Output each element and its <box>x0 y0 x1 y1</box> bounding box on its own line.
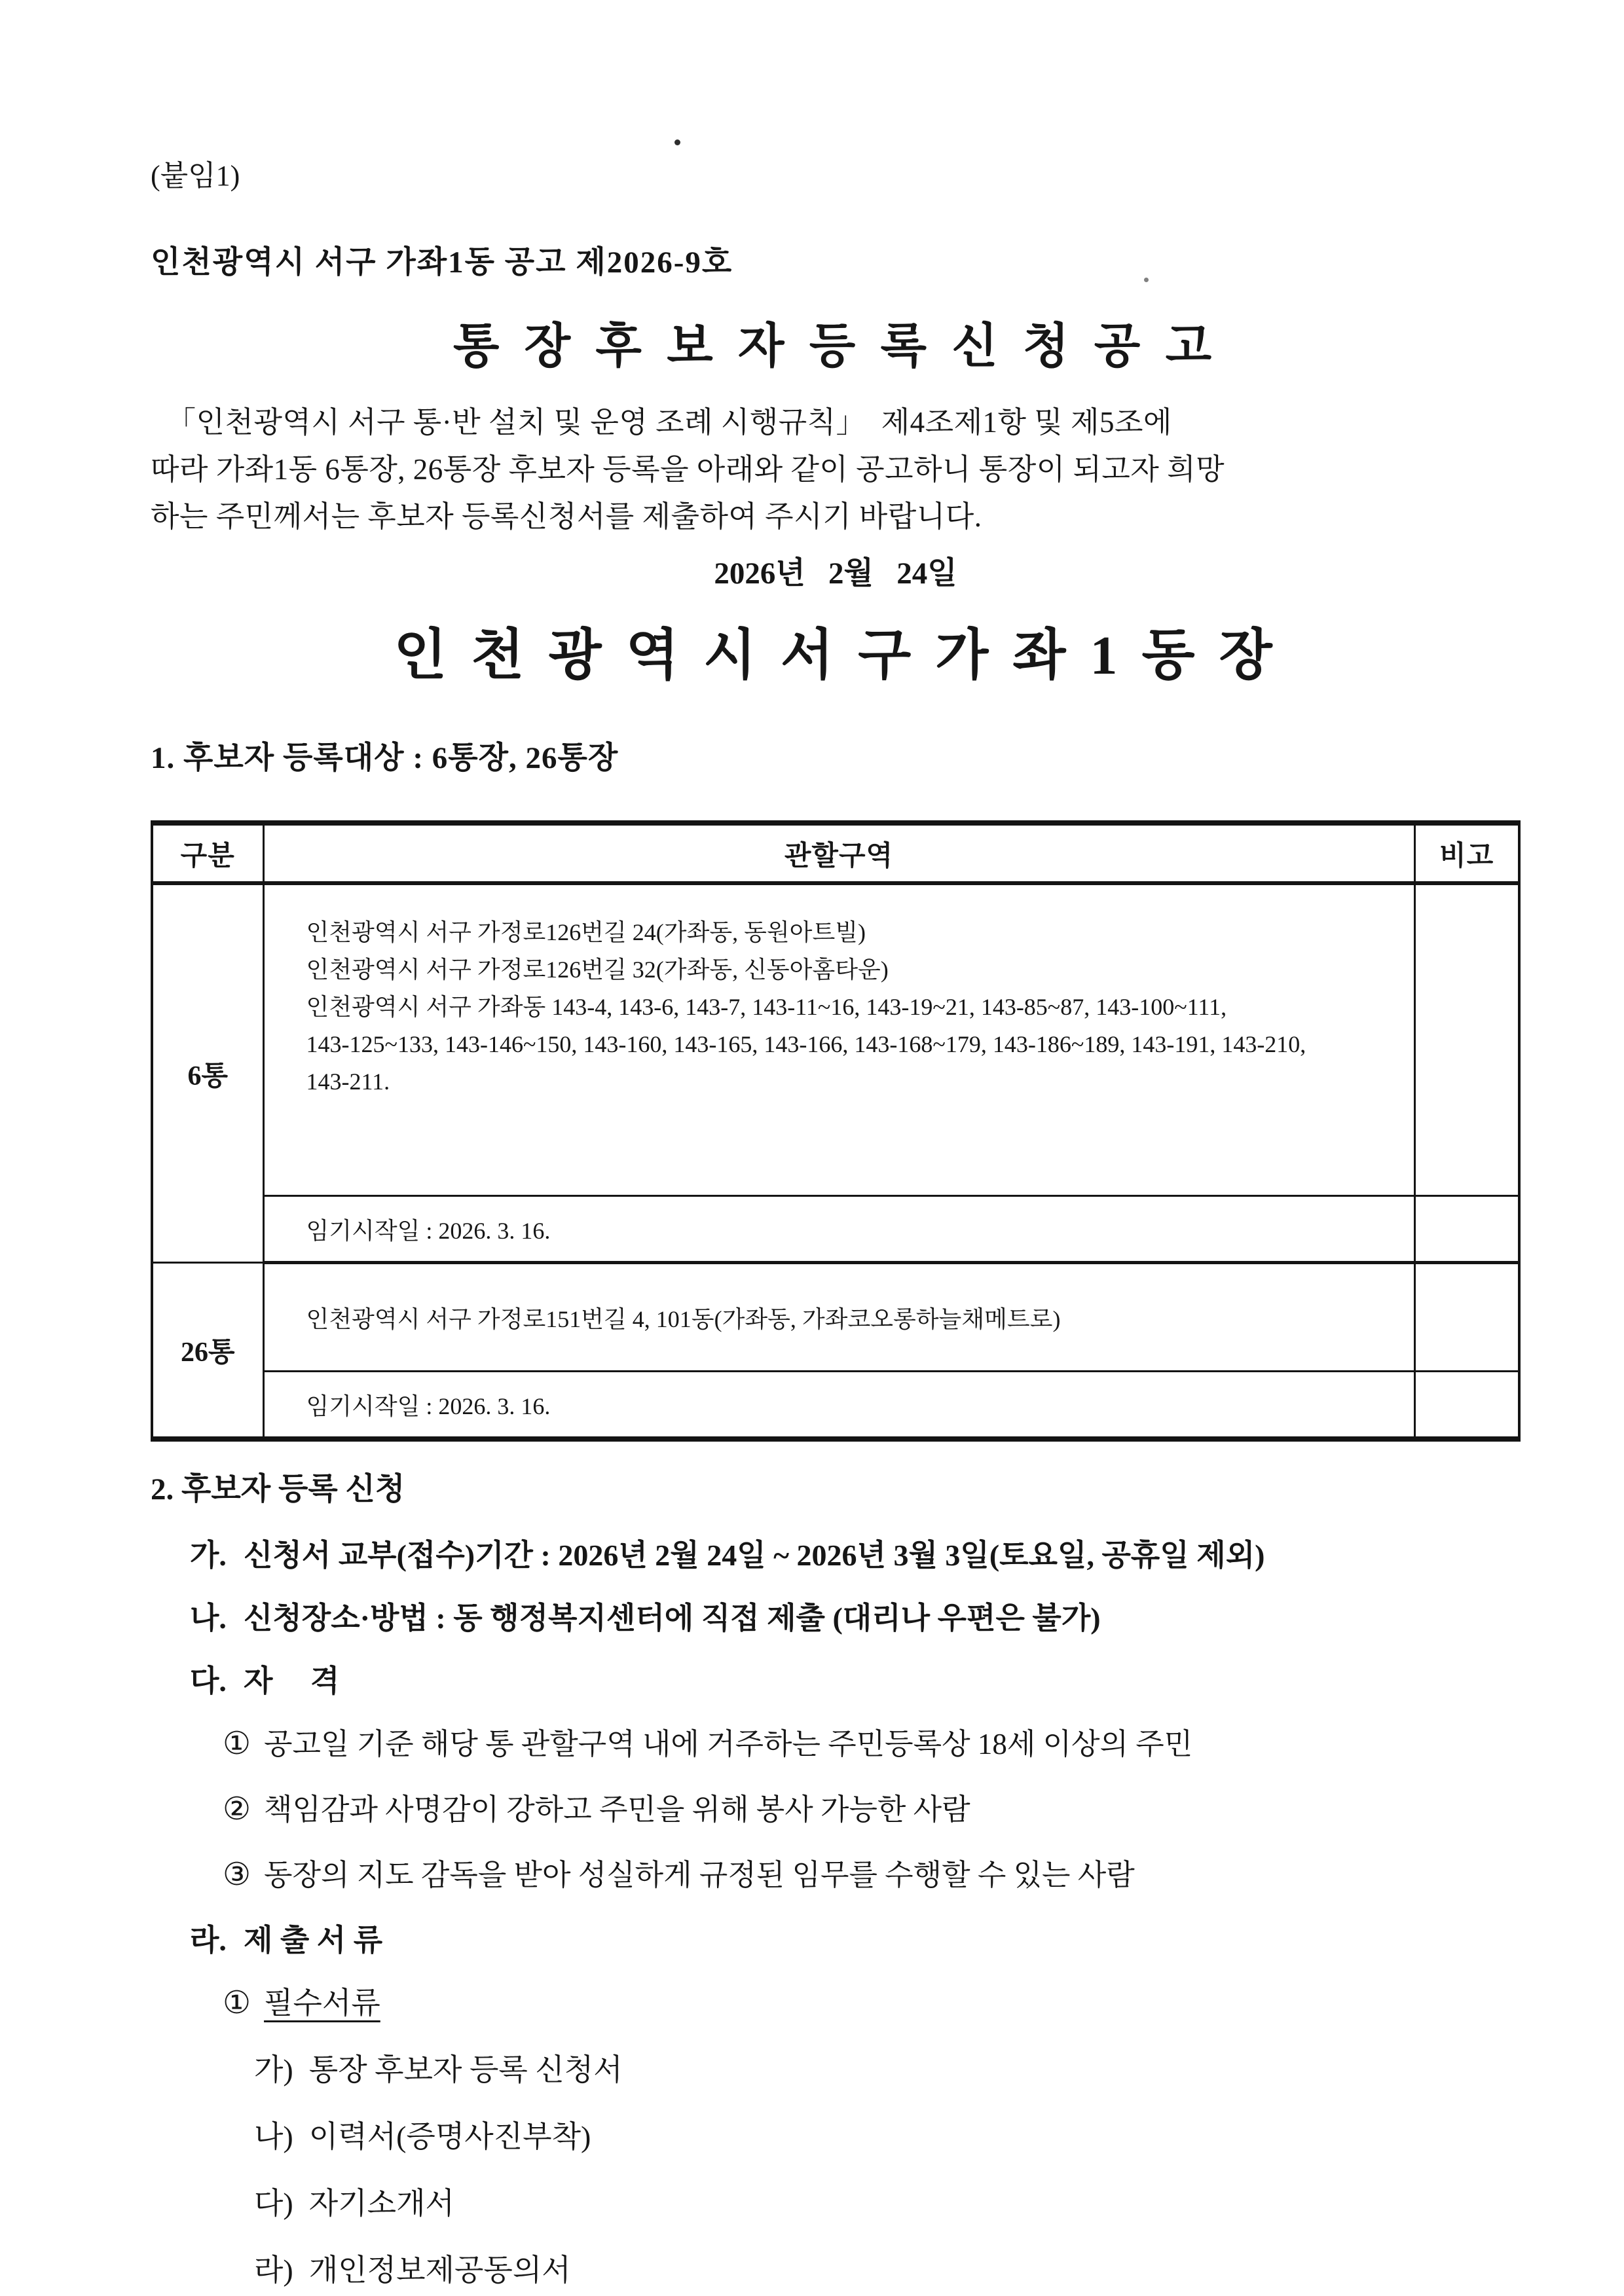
area-line: 인천광역시 서구 가정로151번길 4, 101동(가좌동, 가좌코오롱하늘채메트로) <box>306 1305 1061 1332</box>
note-cell <box>1414 883 1519 1196</box>
doc-label: 가) <box>254 2053 293 2086</box>
section1-heading: 1. 후보자 등록대상 : 6통장, 26통장 <box>151 741 619 775</box>
notice-title: 통 장 후 보 자 등 록 신 청 공 고 <box>452 319 1219 373</box>
note-cell <box>1414 1196 1519 1263</box>
qualification-text: 동장의 지도 감독을 받아 성실하게 규정된 임무를 수행할 수 있는 사람 <box>264 1859 1135 1891</box>
doc-text: 자기소개서 <box>308 2187 454 2220</box>
document-content <box>151 159 1521 2296</box>
qualification-2 <box>223 1790 1521 1829</box>
circled-number: ① <box>223 1986 251 2020</box>
table-header-row <box>152 823 1519 883</box>
item-label: 다. <box>190 1664 227 1698</box>
column-header-note: 비고 <box>1414 823 1519 883</box>
intro-line-3: 하는 주민께서는 후보자 등록신청서를 제출하여 주시기 바랍니다. <box>151 500 982 533</box>
item-text: 신청장소·방법 : 동 행정복지센터에 직접 제출 (대리나 우편은 불가) <box>243 1601 1101 1635</box>
circled-number: ① <box>223 1726 251 1761</box>
section2-heading: 2. 후보자 등록 신청 <box>151 1472 405 1506</box>
table-row-6tong-term <box>152 1196 1519 1263</box>
item-label: 가. <box>190 1539 227 1572</box>
column-header-area: 관할구역 <box>263 823 1414 883</box>
area-line: 143-211. <box>306 1068 390 1095</box>
qualification-text: 공고일 기준 해당 통 관할구역 내에 거주하는 주민등록상 18세 이상의 주민 <box>264 1728 1193 1760</box>
item-text: 제 출 서 류 <box>243 1923 383 1957</box>
qualification-3 <box>223 1855 1521 1895</box>
intro-line-1: 「인천광역시 서구 통·반 설치 및 운영 조례 시행규칙」 제4조제1항 및 제5조에 <box>166 406 1172 439</box>
doc-label: 라) <box>254 2253 293 2287</box>
qualification-text: 책임감과 사명감이 강하고 주민을 위해 봉사 가능한 사람 <box>264 1793 970 1826</box>
area-line: 143-125~133, 143-146~150, 143-160, 143-165, 143-166, 143-168~179, 143-186~189, 143-191, 143-210, <box>306 1031 1306 1057</box>
term-start-cell-6tong: 임기시작일 : 2026. 3. 16. <box>263 1196 1414 1263</box>
document-item-2 <box>254 2117 1521 2157</box>
issuer-title: 인 천 광 역 시 서 구 가 좌 1 동 장 <box>394 625 1278 686</box>
area-cell-26tong <box>263 1263 1414 1372</box>
area-cell-6tong <box>263 883 1414 1196</box>
circled-number: ② <box>223 1792 251 1827</box>
notice-date: 2026년 2월 24일 <box>714 556 957 591</box>
doc-label: 나) <box>254 2120 293 2153</box>
document-item-4 <box>254 2251 1521 2290</box>
table-row-6tong-area <box>152 883 1519 1196</box>
table-row-26tong-area <box>152 1263 1519 1372</box>
circled-number: ③ <box>223 1857 251 1892</box>
required-documents-label: 필수서류 <box>264 1986 380 2020</box>
table-row-26tong-term <box>152 1372 1519 1440</box>
attachment-label: (붙임1) <box>151 160 240 192</box>
area-line: 인천광역시 서구 가정로126번길 32(가좌동, 신동아홈타운) <box>306 957 889 983</box>
notice-number: 인천광역시 서구 가좌1동 공고 제2026-9호 <box>151 246 733 280</box>
qualification-1 <box>223 1724 1521 1764</box>
column-header-gubun: 구분 <box>152 823 263 883</box>
item-na-application-place <box>190 1599 1521 1638</box>
item-label: 나. <box>190 1601 227 1635</box>
jurisdiction-table <box>151 820 1521 1442</box>
intro-line-2: 따라 가좌1동 6통장, 26통장 후보자 등록을 아래와 같이 공고하니 통장이 되고자 희망 <box>151 453 1225 486</box>
item-da-qualification <box>190 1662 1521 1701</box>
required-documents-heading <box>223 1984 1521 2023</box>
tong-label-6: 6통 <box>152 883 263 1263</box>
note-cell <box>1414 1372 1519 1440</box>
document-item-1 <box>254 2050 1521 2090</box>
item-text: 신청서 교부(접수)기간 : 2026년 2월 24일 ~ 2026년 3월 3일(토요일, 공휴일 제외) <box>243 1539 1265 1572</box>
doc-label: 다) <box>254 2187 293 2220</box>
area-line: 인천광역시 서구 가좌동 143-4, 143-6, 143-7, 143-11~16, 143-19~21, 143-85~87, 143-100~111, <box>306 994 1227 1020</box>
item-ga-application-period <box>190 1536 1521 1575</box>
document-item-3 <box>254 2184 1521 2223</box>
scan-artifact-dot <box>674 139 680 145</box>
doc-text: 이력서(증명사진부착) <box>308 2120 591 2153</box>
area-line: 인천광역시 서구 가정로126번길 24(가좌동, 동원아트빌) <box>306 919 866 945</box>
item-label: 라. <box>190 1923 227 1957</box>
doc-text: 개인정보제공동의서 <box>308 2253 571 2287</box>
doc-text: 통장 후보자 등록 신청서 <box>308 2053 623 2086</box>
item-ra-submission-documents <box>190 1921 1521 1960</box>
tong-label-26: 26통 <box>152 1263 263 1440</box>
item-text: 자 격 <box>243 1664 340 1698</box>
term-start-cell-26tong: 임기시작일 : 2026. 3. 16. <box>263 1372 1414 1440</box>
note-cell <box>1414 1263 1519 1372</box>
